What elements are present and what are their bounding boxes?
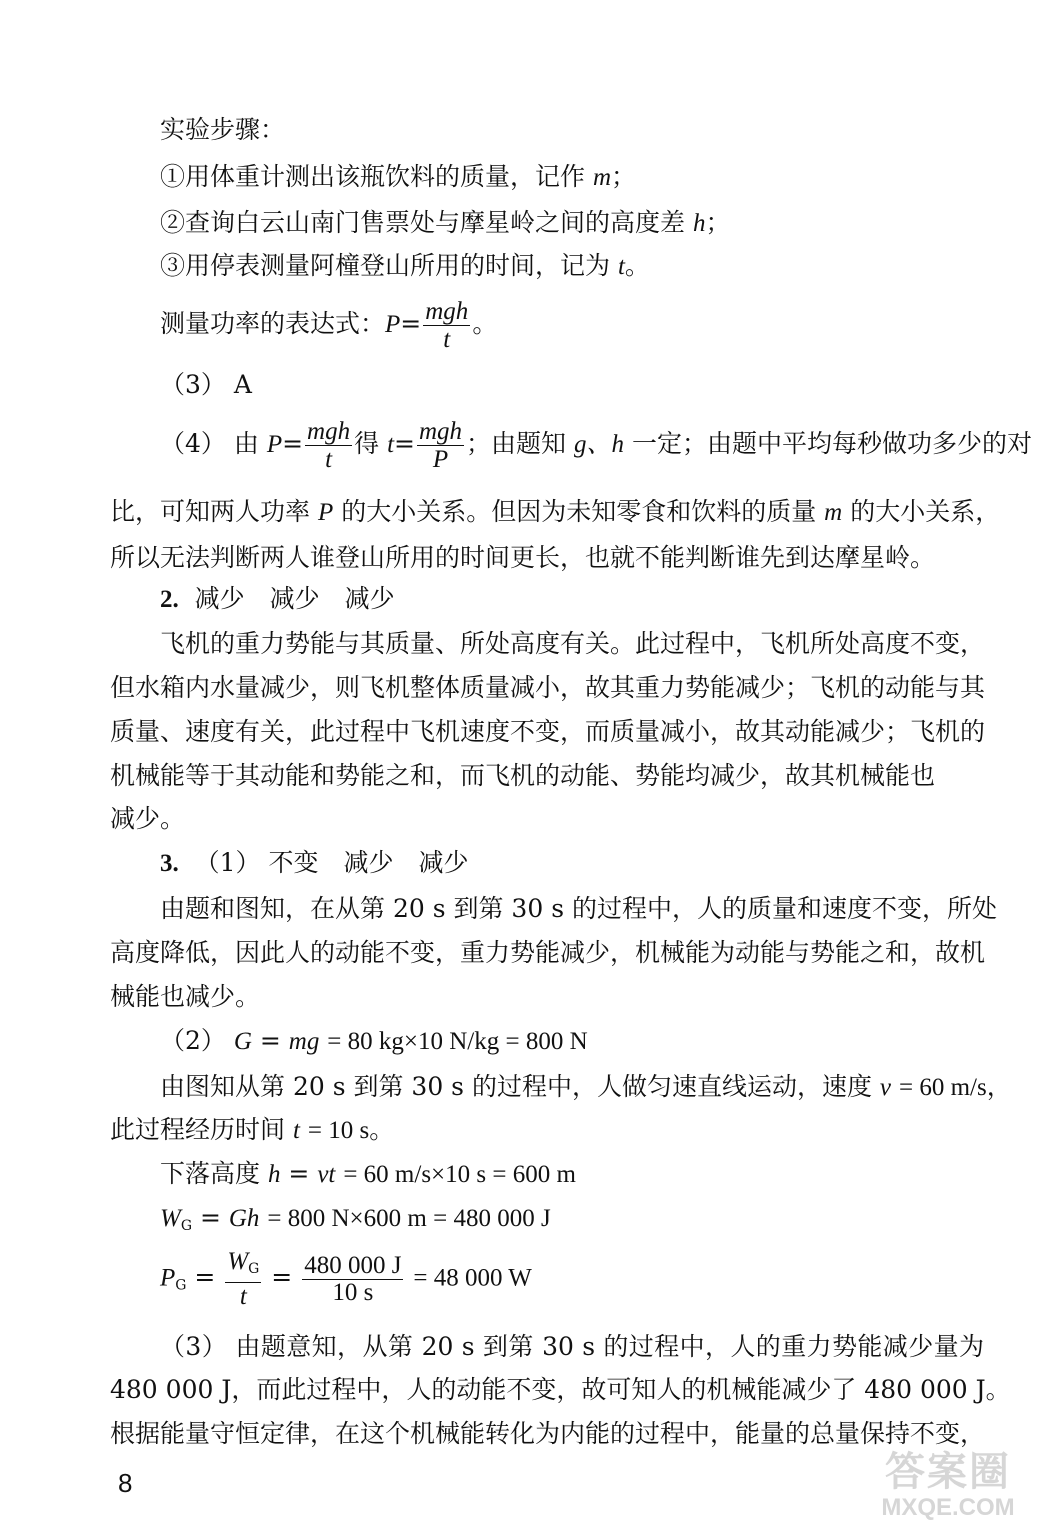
text-line: ②查询白云山南门售票处与摩星岭之间的高度差 h；	[160, 208, 731, 237]
text-line: 飞机的重力势能与其质量、所处高度有关。此过程中，飞机所处高度不变，	[160, 629, 986, 658]
text-line: 但水箱内水量减少，则飞机整体质量减小，故其重力势能减少；飞机的动能与其	[110, 673, 986, 702]
section-heading: 3. （1） 不变 减少 减少	[160, 848, 469, 877]
text-line: 由题和图知，在从第 20 s 到第 30 s 的过程中，人的质量和速度不变，所处	[160, 894, 997, 923]
formula-line: （2） G = mg = 80 kg×10 N/kg = 800 N	[160, 1026, 588, 1055]
text-line: 质量、速度有关，此过程中飞机速度不变，而质量减小，故其动能减少；飞机的	[110, 717, 986, 746]
formula-line: $W_G = Gh = 800$ N×600 m = 480 000 J	[160, 1203, 551, 1234]
page-number: 8	[118, 1468, 133, 1498]
formula-line: 测量功率的表达式：P= $\frac{\text{mgh}}{t}$ 。	[160, 298, 498, 353]
formula-line: $P_G$ = $\frac{W_G}{t}$ = $\frac{480 000 J}{10 s}$ = 48 000 W	[160, 1248, 532, 1310]
text-line: 根据能量守恒定律，在这个机械能转化为内能的过程中，能量的总量保持不变，	[110, 1419, 986, 1448]
text-line: 实验步骤：	[160, 115, 286, 144]
fraction: $\frac{480 000 J}{10 s}$	[304, 1251, 402, 1306]
text-line: 480 000 J，而此过程中，人的动能不变，故可知人的机械能减少了 480 000 J。	[110, 1375, 1011, 1404]
text-line: 减少。	[110, 804, 186, 833]
text-line: （3） A	[160, 370, 252, 399]
fraction: $\frac{\text{mgh}}{t}$	[425, 298, 469, 353]
formula-line: （4） 由 P= $\frac{\text{mgh}}{t}$ 得 t= $\frac{\text{mgh}}{P}$ ；由题知 g、h 一定；由题中平均每秒做功多少的对	[160, 418, 1032, 473]
text-line: 由图知从第 20 s 到第 30 s 的过程中，人做匀速直线运动，速度 v = 60 m/s，	[160, 1072, 1012, 1101]
text-line: ①用体重计测出该瓶饮料的质量，记作 m；	[160, 162, 637, 191]
section-heading: 2. 减少 减少 减少	[160, 584, 395, 613]
fraction: $\frac{W_G}{t}$	[227, 1248, 260, 1310]
text-line: 械能也减少。	[110, 982, 261, 1011]
text-line: 机械能等于其动能和势能之和，而飞机的动能、势能均减少，故其机械能也	[110, 761, 936, 790]
fraction: $\frac{\text{mgh}}{t}$	[307, 418, 351, 473]
text-line: 比，可知两人功率 P 的大小关系。但因为未知零食和饮料的质量 m 的大小关系，	[110, 497, 1001, 526]
text-line: 高度降低，因此人的动能不变，重力势能减少，机械能为动能与势能之和，故机	[110, 938, 986, 967]
watermark-logo: 答案圈 MXQE.COM	[881, 1449, 1015, 1521]
text-line: 此过程经历时间 t = 10 s。	[110, 1115, 395, 1144]
text-line: ③用停表测量阿橦登山所用的时间，记为 t。	[160, 251, 650, 280]
fraction: $\frac{\text{mgh}}{P}$	[418, 418, 463, 473]
text-line: 所以无法判断两人谁登山所用的时间更长，也就不能判断谁先到达摩星岭。	[110, 543, 936, 572]
formula-line: 下落高度 h = vt = 60 m/s×10 s = 600 m	[160, 1159, 576, 1188]
text-line: （3） 由题意知，从第 20 s 到第 30 s 的过程中，人的重力势能减少量为	[160, 1332, 984, 1361]
